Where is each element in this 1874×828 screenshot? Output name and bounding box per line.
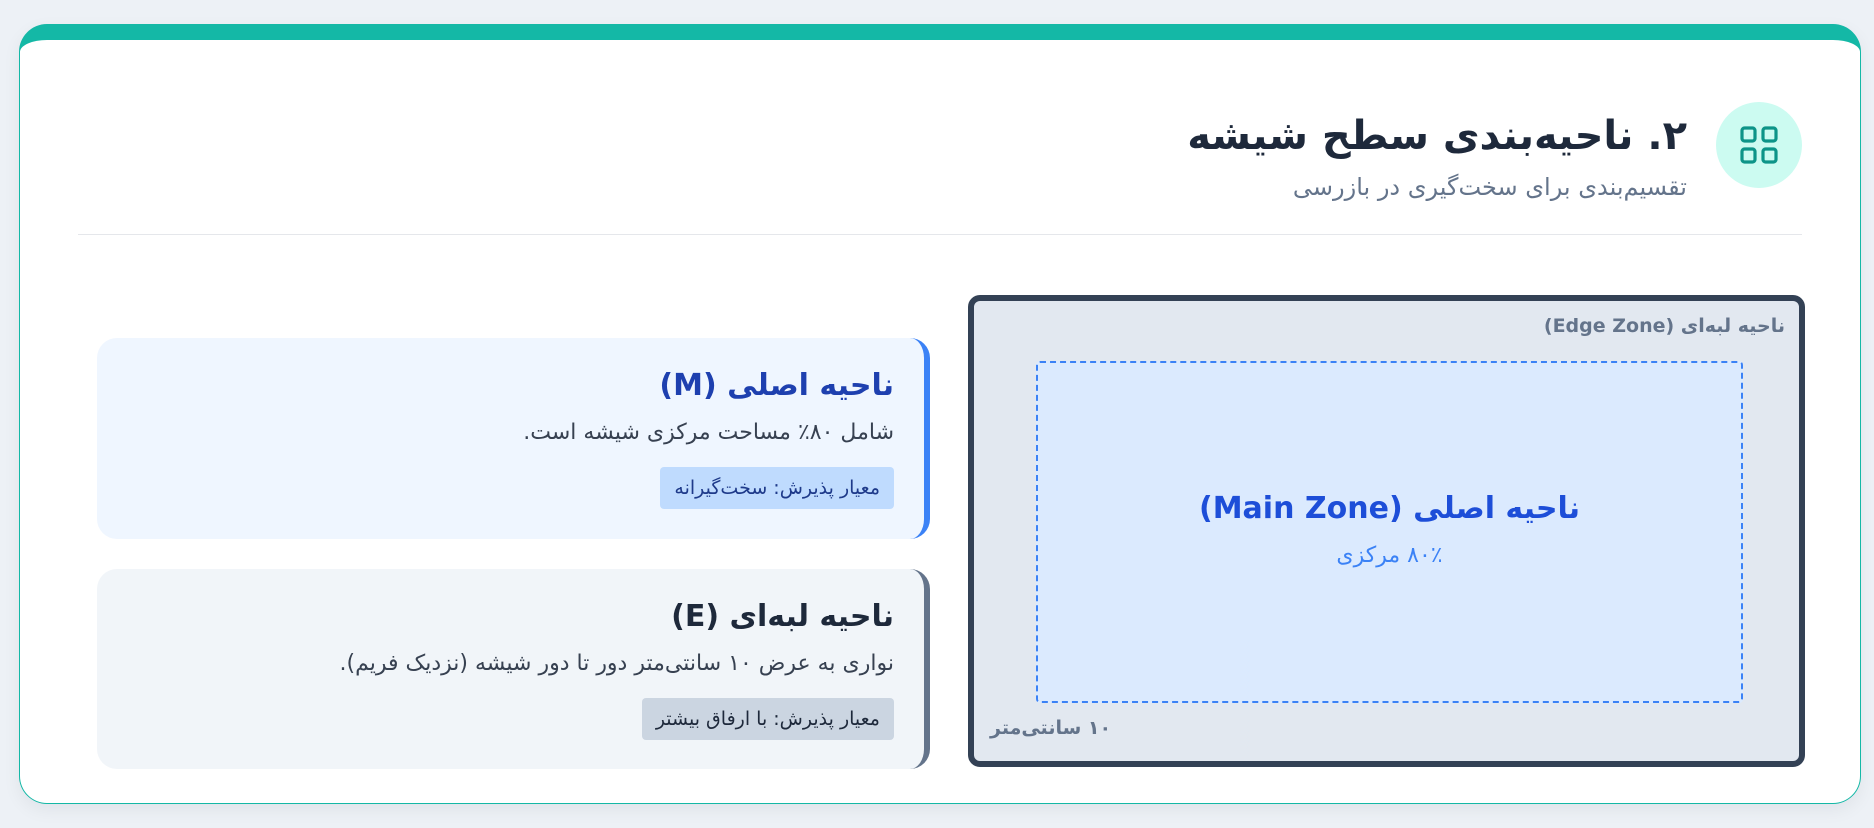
section-header	[78, 40, 1802, 235]
edge-width-label: ۱۰ سانتی‌متر	[990, 717, 1112, 739]
main-zone-title: ناحیه اصلی (Main Zone)	[1198, 491, 1581, 526]
section-card	[19, 24, 1861, 804]
main-zone-info	[97, 338, 930, 539]
edge-zone-label: ناحیه لبه‌ای (Edge Zone)	[1543, 315, 1785, 337]
main-zone-percentage: ۸۰٪ مرکزی	[1336, 543, 1443, 568]
edge-zone-acceptance-badge: معیار پذیرش: با ارفاق بیشتر	[642, 698, 894, 740]
edge-zone-info-description: نواری به عرض ۱۰ سانتی‌متر دور تا دور شیشه (نزدیک فریم).	[339, 651, 894, 676]
page-title: ۲. ناحیه‌بندی سطح شیشه	[1187, 113, 1687, 159]
page-subtitle: تقسیم‌بندی برای سخت‌گیری در بازرسی	[1292, 173, 1687, 201]
edge-zone-info-title: ناحیه لبه‌ای (E)	[671, 599, 894, 634]
grid-icon	[1716, 102, 1802, 188]
glass-zone-diagram	[968, 295, 1805, 767]
main-zone-info-title: ناحیه اصلی (M)	[659, 368, 894, 403]
main-zone-info-description: شامل ۸۰٪ مساحت مرکزی شیشه است.	[523, 420, 894, 445]
edge-zone-info	[97, 569, 930, 769]
main-zone-acceptance-badge: معیار پذیرش: سخت‌گیرانه	[660, 467, 894, 509]
main-zone-area	[1036, 361, 1743, 703]
